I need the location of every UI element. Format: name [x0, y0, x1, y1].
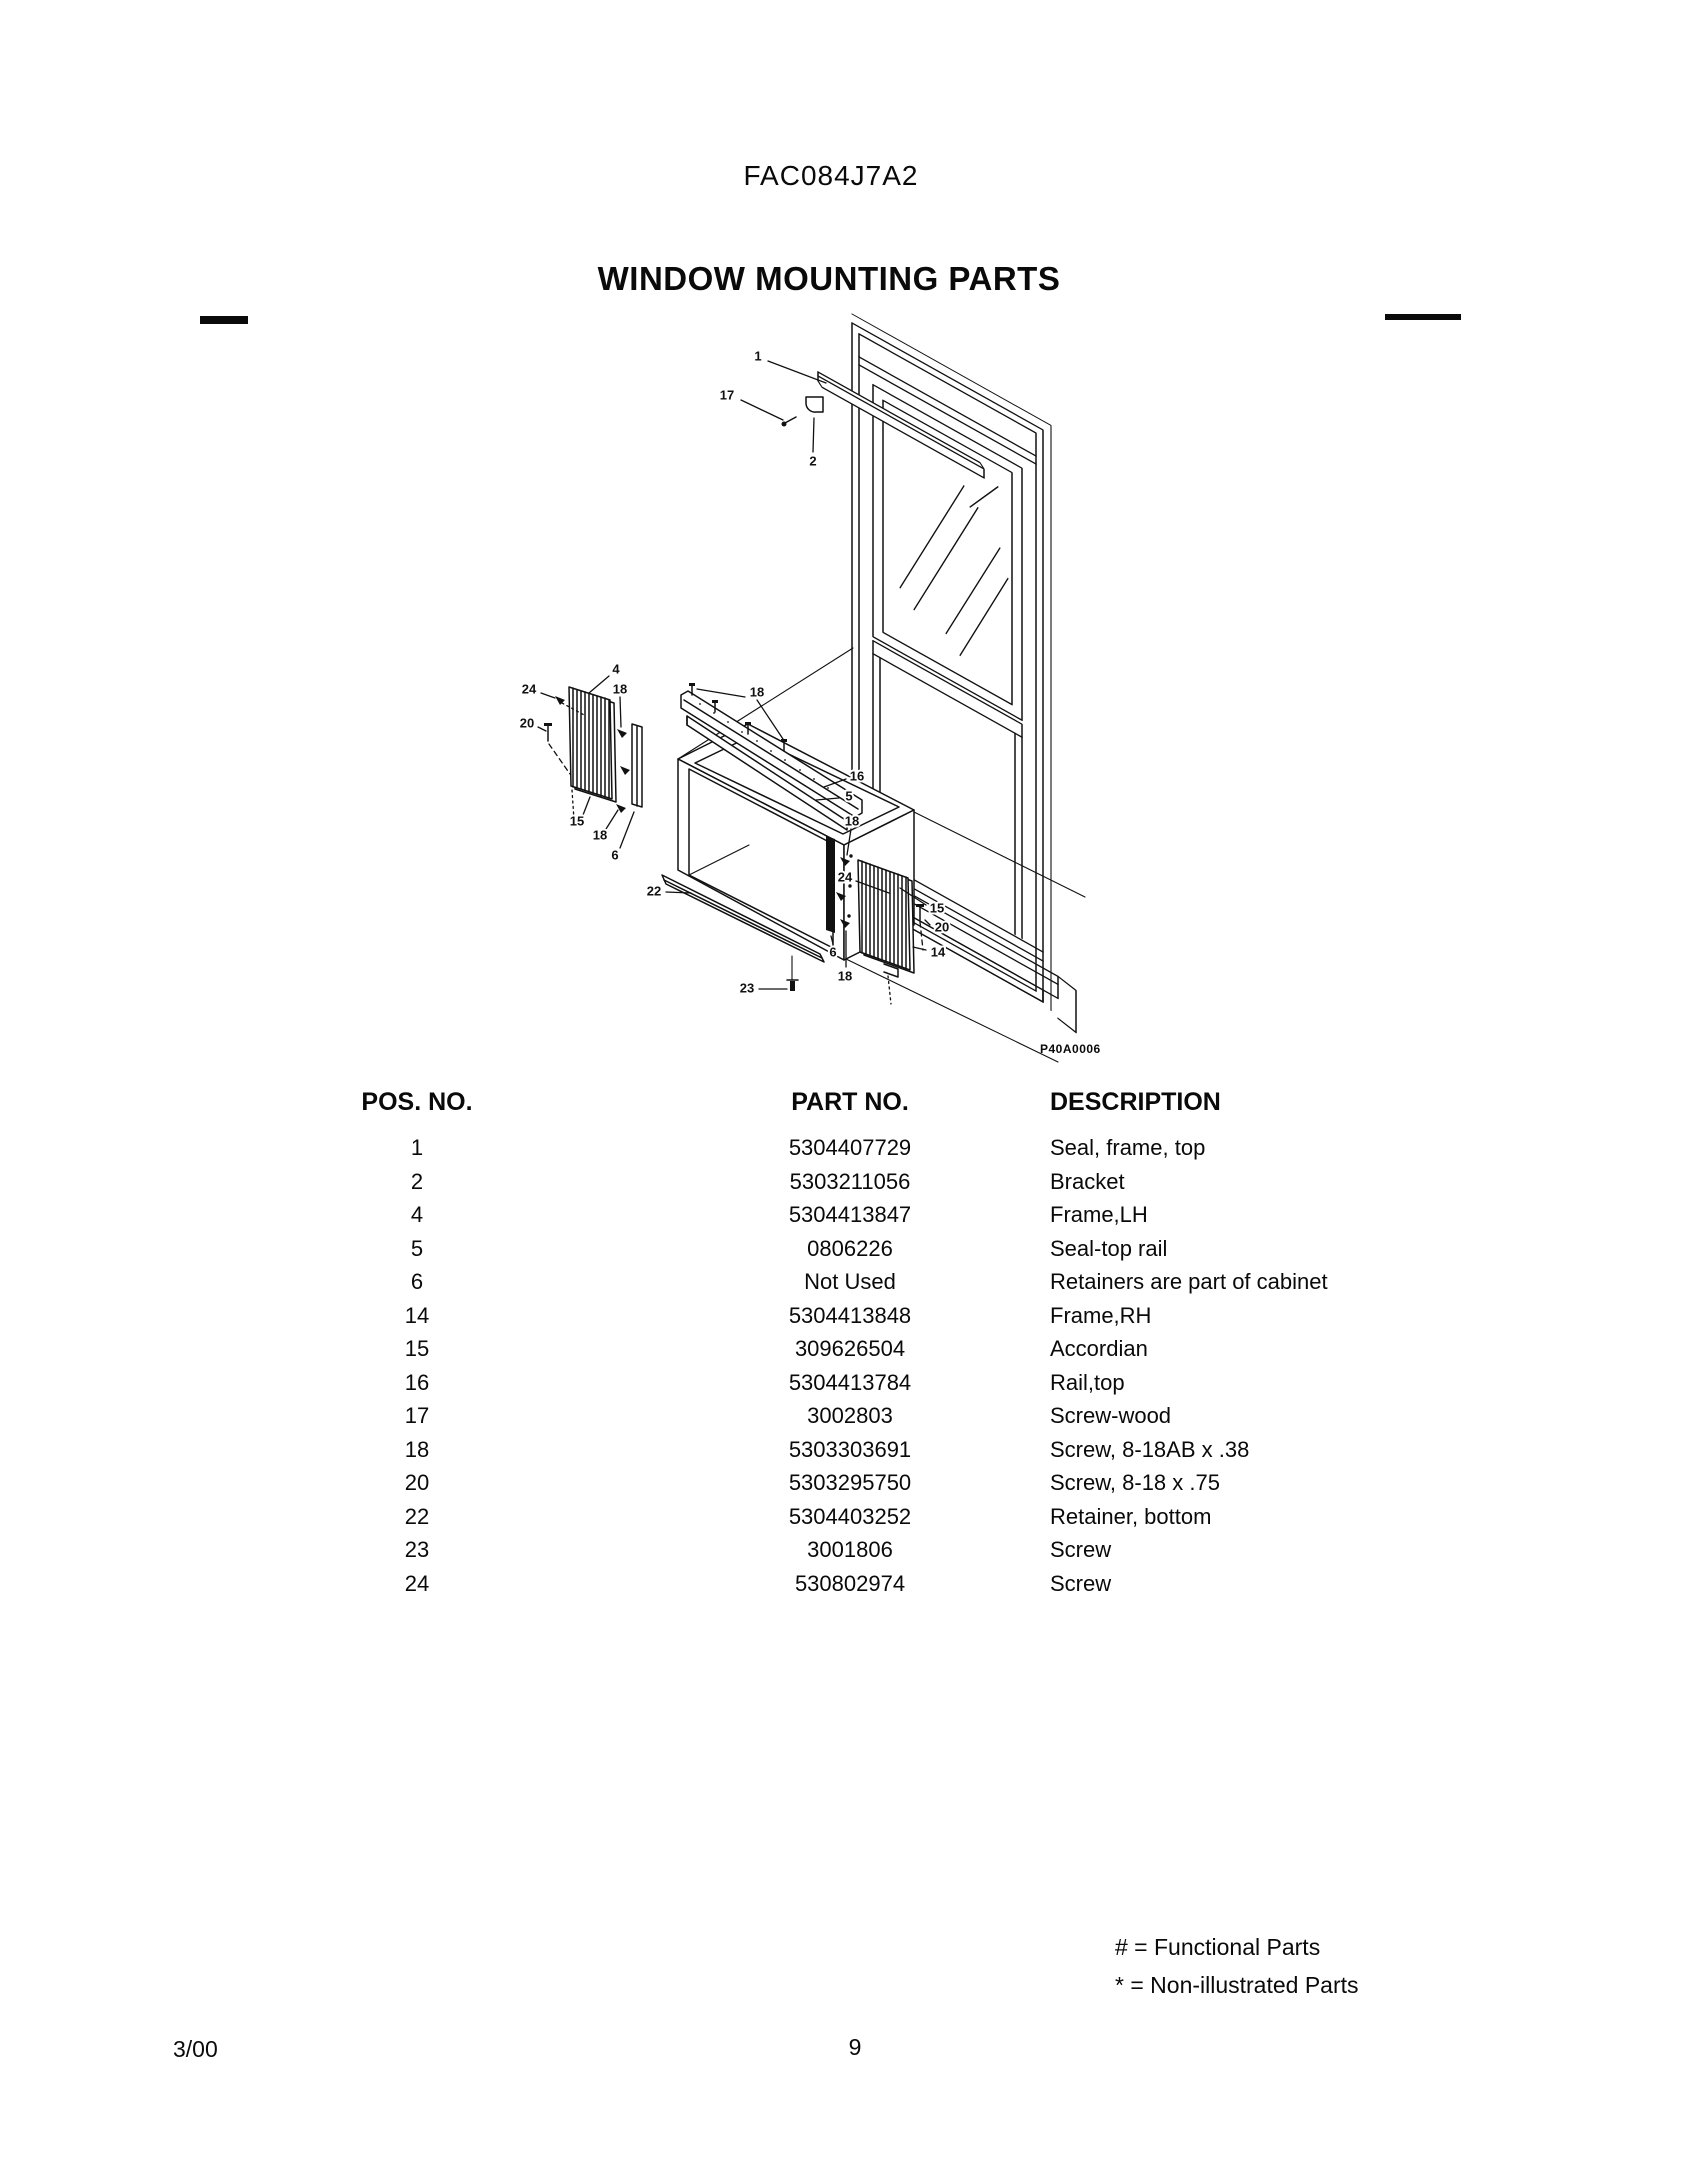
- callout-leader-4-3: [589, 676, 609, 693]
- callout-label-24-14: 24: [837, 869, 853, 885]
- callout-label-4-3: 4: [612, 661, 620, 677]
- table-row-5-desc: Seal-top rail: [1050, 1235, 1168, 1261]
- column-descriptions: [1050, 1131, 1690, 1600]
- page-number: 9: [848, 2034, 862, 2060]
- callout-label-20-16: 20: [934, 919, 950, 935]
- table-row-16-part: 5304413784: [788, 1369, 912, 1395]
- revision-date: 3/00: [173, 2036, 218, 2062]
- table-row-22-part: 5304403252: [788, 1503, 912, 1529]
- table-row-17-pos: 17: [404, 1403, 430, 1428]
- callout-label-18-6: 18: [612, 681, 628, 697]
- table-row-22-pos: 22: [404, 1503, 430, 1529]
- callout-leader-15-7: [583, 797, 590, 815]
- table-row-24-pos: 24: [404, 1570, 430, 1596]
- callout-label-6-9: 6: [611, 847, 619, 863]
- registration-mark-left: [200, 316, 248, 324]
- callout-label-1-0: 1: [754, 348, 762, 364]
- callout-label-14-17: 14: [930, 944, 946, 960]
- table-row-20-part: 5303295750: [788, 1470, 912, 1495]
- callout-leader-14-17: [913, 947, 926, 950]
- legend-functional-parts: # = Functional Parts: [1115, 1934, 1321, 1960]
- callout-label-16-11: 16: [849, 768, 865, 784]
- callout-label-20-5: 20: [519, 715, 535, 731]
- table-row-18-part: 5303303691: [788, 1436, 912, 1462]
- column-header-pos: POS. NO.: [361, 1088, 473, 1116]
- table-row-15-desc: Accordian: [1050, 1336, 1148, 1361]
- column-pos-numbers: [277, 1131, 557, 1600]
- callout-label-6-18: 6: [829, 944, 837, 960]
- table-row-6-pos: 6: [410, 1269, 424, 1294]
- callout-label-5-12: 5: [845, 788, 853, 804]
- table-row-14-pos: 14: [404, 1302, 430, 1328]
- page-title: WINDOW MOUNTING PARTS: [597, 260, 1061, 297]
- table-row-23-desc: Screw: [1050, 1537, 1112, 1562]
- table-row-16-pos: 16: [404, 1369, 430, 1395]
- callout-leader-18-10: [697, 689, 745, 697]
- table-row-22-desc: Retainer, bottom: [1050, 1503, 1212, 1529]
- callout-leader-18-8: [606, 810, 618, 829]
- table-row-15-pos: 15: [404, 1336, 430, 1361]
- callout-label-24-4: 24: [521, 681, 537, 697]
- callout-label-18-13: 18: [844, 813, 860, 829]
- callout-leader-18-6: [620, 697, 621, 727]
- callout-label-23-21: 23: [739, 980, 755, 996]
- callout-label-2-2: 2: [809, 453, 817, 469]
- table-row-2-pos: 2: [410, 1168, 424, 1194]
- table-row-18-desc: Screw, 8-18AB x .38: [1050, 1436, 1250, 1462]
- table-row-4-pos: 4: [410, 1202, 424, 1227]
- table-row-1-desc: Seal, frame, top: [1050, 1135, 1206, 1160]
- legend-non-illustrated-parts: * = Non-illustrated Parts: [1115, 1972, 1359, 1998]
- figure-code: P40A0006: [1040, 1042, 1101, 1056]
- column-header-part: PART NO.: [791, 1088, 909, 1116]
- callout-label-18-8: 18: [592, 827, 608, 843]
- callout-leader-24-4: [541, 693, 555, 698]
- table-row-2-desc: Bracket: [1050, 1168, 1125, 1194]
- exploded-parts-diagram: [440, 295, 1220, 1085]
- callout-label-22-20: 22: [646, 883, 662, 899]
- table-row-24-desc: Screw: [1050, 1570, 1112, 1596]
- table-row-5-part: 0806226: [807, 1235, 893, 1261]
- table-row-15-part: 309626504: [794, 1336, 906, 1361]
- callout-leader-20-5: [538, 727, 546, 731]
- table-row-17-desc: Screw-wood: [1050, 1403, 1172, 1428]
- table-row-6-part: Not Used: [804, 1269, 896, 1294]
- table-row-5-pos: 5: [410, 1235, 424, 1261]
- legend: [1115, 1928, 1359, 2004]
- table-row-23-pos: 23: [404, 1537, 430, 1562]
- table-row-24-part: 530802974: [794, 1570, 906, 1596]
- table-row-20-desc: Screw, 8-18 x .75: [1050, 1470, 1220, 1495]
- table-row-23-part: 3001806: [807, 1537, 893, 1562]
- callout-label-17-1: 17: [719, 387, 735, 403]
- callout-label-18-19: 18: [837, 968, 853, 984]
- bracket-drawing: [782, 397, 824, 427]
- table-row-16-desc: Rail,top: [1050, 1369, 1125, 1395]
- column-header-desc: DESCRIPTION: [1050, 1088, 1221, 1116]
- table-row-6-desc: Retainers are part of cabinet: [1050, 1269, 1328, 1294]
- callout-label-18-10: 18: [749, 684, 765, 700]
- model-number: FAC084J7A2: [743, 160, 919, 191]
- table-row-4-part: 5304413847: [788, 1202, 912, 1227]
- left-accordion-drawing: [544, 687, 642, 820]
- callout-leader-2-2: [813, 418, 814, 452]
- callout-leader-17-1: [741, 400, 783, 420]
- table-row-4-desc: Frame,LH: [1050, 1202, 1148, 1227]
- table-row-14-desc: Frame,RH: [1050, 1302, 1152, 1328]
- table-row-14-part: 5304413848: [788, 1302, 912, 1328]
- registration-mark-right: [1385, 314, 1461, 320]
- callout-label-15-7: 15: [569, 813, 585, 829]
- table-row-20-pos: 20: [404, 1470, 430, 1495]
- table-row-1-part: 5304407729: [788, 1135, 912, 1160]
- table-row-1-pos: 1: [410, 1135, 424, 1160]
- callout-leader-6-9: [620, 812, 634, 848]
- table-row-17-part: 3002803: [807, 1403, 893, 1428]
- column-part-numbers: [650, 1131, 1050, 1600]
- table-row-18-pos: 18: [404, 1436, 430, 1462]
- callout-label-15-15: 15: [929, 900, 945, 916]
- table-row-2-part: 5303211056: [789, 1168, 911, 1194]
